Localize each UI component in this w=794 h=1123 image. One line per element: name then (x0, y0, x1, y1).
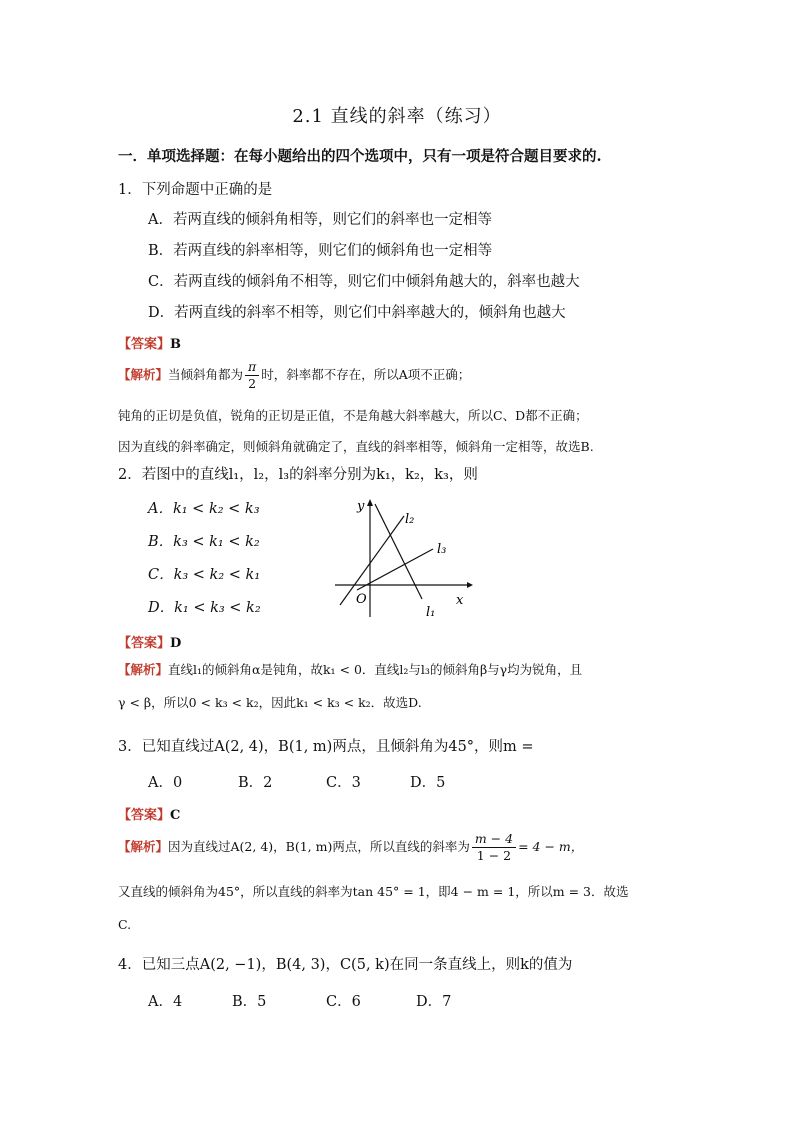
question-3-explanation-line-1 (118, 831, 583, 864)
explanation-tag: 【解析】 (118, 839, 169, 854)
label-l1: l₁ (426, 605, 436, 620)
y-axis-arrow (367, 499, 373, 506)
question-2-option-a: A．k₁ < k₂ < k₃ (148, 501, 260, 517)
question-3-explanation-line-3: C. (118, 917, 132, 932)
explanation-text: 当倾斜角都为 (168, 367, 244, 382)
answer-tag: 【答案】 (118, 808, 171, 823)
question-3-option-b: B．2 (238, 775, 273, 791)
question-2-explanation-line-2: γ < β，所以0 < k₃ < k₂，因此k₁ < k₃ < k₂．故选D. (118, 695, 422, 710)
question-3-explanation-line-2: 又直线的倾斜角为45°，所以直线的斜率为tan 45° = 1，即4 − m = 1，所以m = 3．故选 (118, 884, 629, 899)
x-axis-arrow (467, 582, 473, 588)
question-1-option-b: B．若两直线的斜率相等，则它们的倾斜角也一定相等 (148, 243, 493, 259)
answer-value: D (170, 636, 182, 651)
fraction-denominator: 1 − 2 (476, 848, 512, 863)
fraction-denominator: 2 (248, 376, 257, 391)
answer-value: B (170, 337, 182, 352)
explanation-text: = 4 − m， (518, 839, 584, 854)
x-axis-label: x (456, 593, 464, 608)
question-3-answer (118, 804, 180, 823)
question-3-option-c: C．3 (326, 775, 361, 791)
fraction (245, 359, 259, 392)
explanation-text: 直线l₁的倾斜角α是钝角，故k₁ < 0．直线l₂与l₃的倾斜角β与γ均为锐角，且 (168, 662, 583, 677)
question-4-option-a: A．4 (148, 994, 183, 1010)
answer-tag: 【答案】 (118, 636, 171, 651)
question-1-explanation-line-2: 钝角的正切是负值，锐角的正切是正值，不是角越大斜率越大，所以C、D都不正确； (118, 408, 588, 423)
question-1-stem: 1．下列命题中正确的是 (118, 182, 273, 198)
slope-figure (325, 492, 475, 622)
explanation-tag: 【解析】 (118, 367, 169, 382)
question-1-explanation-line-1 (118, 359, 470, 392)
question-2-stem: 2．若图中的直线l₁，l₂，l₃的斜率分别为k₁，k₂，k₃，则 (118, 467, 478, 483)
origin-label: O (356, 592, 367, 607)
page-title: 2.1 直线的斜率（练习） (292, 106, 502, 127)
explanation-text: 因为直线过A(2, 4)，B(1, m)两点，所以直线的斜率为 (168, 839, 470, 854)
question-3-option-a: A．0 (148, 775, 183, 791)
fraction-numerator: π (245, 359, 259, 376)
section-heading: 一．单项选择题：在每小题给出的四个选项中，只有一项是符合题目要求的. (118, 148, 602, 165)
question-1-option-d: D．若两直线的斜率不相等，则它们中斜率越大的，倾斜角也越大 (148, 305, 566, 321)
question-1-option-a: A．若两直线的倾斜角相等，则它们的斜率也一定相等 (148, 212, 492, 228)
y-axis-label: y (357, 499, 365, 514)
label-l3: l₃ (437, 542, 447, 557)
line-l2 (340, 516, 404, 605)
line-l3 (357, 549, 433, 590)
fraction (472, 831, 516, 864)
question-1-explanation-line-3: 因为直线的斜率确定，则倾斜角就确定了，直线的斜率相等，倾斜角一定相等，故选B. (118, 439, 594, 454)
explanation-text: 时，斜率都不存在，所以A项不正确； (261, 367, 471, 382)
question-4-option-c: C．6 (326, 994, 361, 1010)
fraction-numerator: m − 4 (472, 831, 516, 848)
answer-value: C (170, 808, 181, 823)
explanation-tag: 【解析】 (118, 662, 169, 677)
question-4-stem: 4．已知三点A(2, −1)，B(4, 3)，C(5, k)在同一条直线上，则k的值为 (118, 957, 573, 973)
question-2-answer (118, 632, 181, 651)
question-2-explanation-line-1 (118, 660, 582, 678)
answer-tag: 【答案】 (118, 337, 171, 352)
question-2-option-d: D．k₁ < k₃ < k₂ (148, 600, 261, 616)
question-2-option-b: B．k₃ < k₁ < k₂ (148, 534, 260, 550)
question-3-stem: 3．已知直线过A(2, 4)，B(1, m)两点，且倾斜角为45°，则m = (118, 739, 534, 755)
question-2-option-c: C．k₃ < k₂ < k₁ (148, 567, 261, 583)
question-4-option-d: D．7 (416, 994, 452, 1010)
question-4-option-b: B．5 (232, 994, 267, 1010)
question-3-option-d: D．5 (410, 775, 446, 791)
question-1-option-c: C．若两直线的倾斜角不相等，则它们中倾斜角越大的，斜率也越大 (148, 274, 580, 290)
label-l2: l₂ (405, 512, 415, 527)
question-1-answer (118, 333, 181, 352)
